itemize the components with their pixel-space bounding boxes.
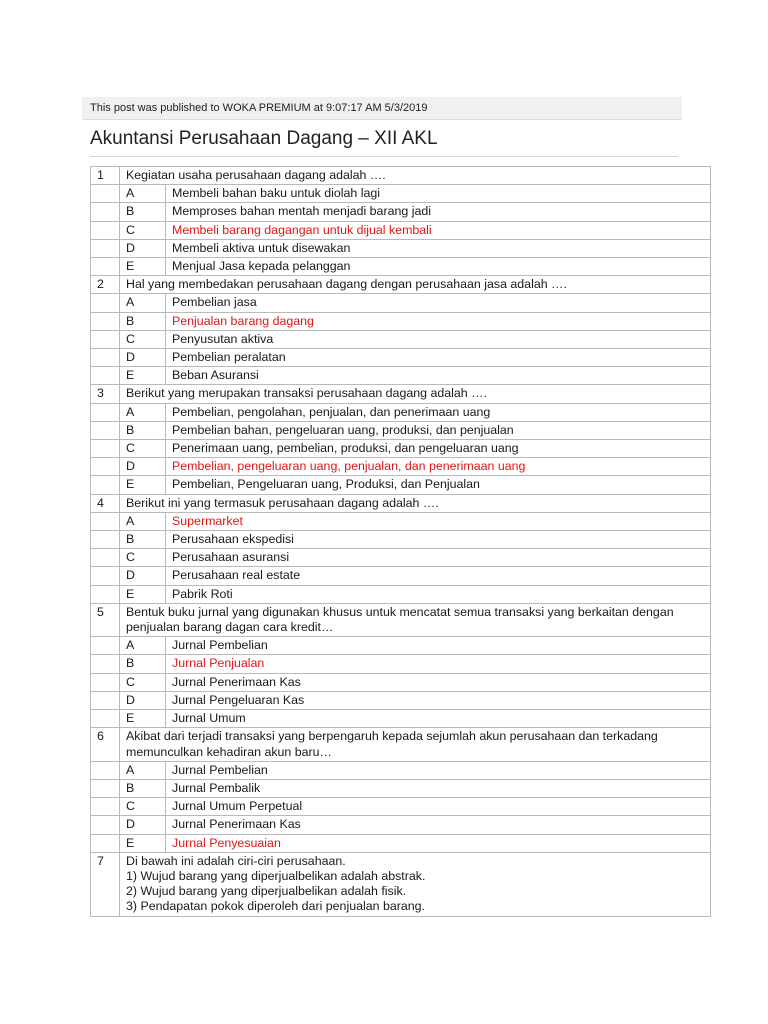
question-text: Hal yang membedakan perusahaan dagang dengan perusahaan jasa adalah …. — [126, 277, 567, 292]
option-row — [91, 673, 711, 691]
question-text: Di bawah ini adalah ciri-ciri perusahaan. — [126, 853, 346, 868]
option-row — [91, 761, 711, 779]
title-divider — [90, 156, 678, 157]
option-spacer — [91, 221, 120, 239]
option-letter: D — [120, 816, 166, 834]
option-letter: C — [120, 798, 166, 816]
option-row — [91, 779, 711, 797]
quiz-table — [90, 166, 711, 917]
option-spacer — [91, 476, 120, 494]
option-letter: B — [120, 312, 166, 330]
question-text: Akibat dari terjadi transaksi yang berpengaruh kepada sejumlah akun perusahaan dan terkadang memunculkan kehadiran akun baru… — [126, 729, 658, 759]
question-number: 1 — [91, 167, 120, 185]
option-row — [91, 239, 711, 257]
option-row — [91, 403, 711, 421]
option-row — [91, 258, 711, 276]
question-cell — [120, 852, 711, 916]
option-row — [91, 834, 711, 852]
option-row — [91, 531, 711, 549]
option-spacer — [91, 834, 120, 852]
option-text: Beban Asuransi — [166, 367, 711, 385]
option-spacer — [91, 403, 120, 421]
option-row — [91, 312, 711, 330]
option-letter: E — [120, 367, 166, 385]
question-row — [91, 276, 711, 294]
option-spacer — [91, 761, 120, 779]
option-letter: A — [120, 185, 166, 203]
option-spacer — [91, 655, 120, 673]
option-letter: C — [120, 673, 166, 691]
option-text: Pembelian, Pengeluaran uang, Produksi, dan Penjualan — [166, 476, 711, 494]
question-cell — [120, 167, 711, 185]
option-row — [91, 816, 711, 834]
option-letter: D — [120, 349, 166, 367]
option-row — [91, 710, 711, 728]
option-row — [91, 349, 711, 367]
option-spacer — [91, 203, 120, 221]
option-text: Perusahaan asuransi — [166, 549, 711, 567]
option-text: Memproses bahan mentah menjadi barang jadi — [166, 203, 711, 221]
option-spacer — [91, 798, 120, 816]
option-letter: B — [120, 779, 166, 797]
option-row — [91, 549, 711, 567]
option-spacer — [91, 549, 120, 567]
option-spacer — [91, 440, 120, 458]
question-text: Berikut yang merupakan transaksi perusahaan dagang adalah …. — [126, 386, 487, 401]
option-text: Perusahaan real estate — [166, 567, 711, 585]
option-row — [91, 476, 711, 494]
option-letter: C — [120, 549, 166, 567]
publish-note: This post was published to WOKA PREMIUM at 9:07:17 AM 5/3/2019 — [82, 97, 682, 120]
option-row — [91, 367, 711, 385]
option-spacer — [91, 585, 120, 603]
option-letter: B — [120, 655, 166, 673]
option-letter: E — [120, 258, 166, 276]
option-letter: D — [120, 458, 166, 476]
option-letter: E — [120, 834, 166, 852]
question-statement: 2) Wujud barang yang diperjualbelikan adalah fisik. — [126, 884, 407, 899]
question-text: Berikut ini yang termasuk perusahaan dagang adalah …. — [126, 495, 439, 510]
option-text: Jurnal Pengeluaran Kas — [166, 691, 711, 709]
option-letter: A — [120, 637, 166, 655]
option-letter: A — [120, 761, 166, 779]
option-letter: E — [120, 710, 166, 728]
option-row — [91, 458, 711, 476]
question-row — [91, 603, 711, 636]
option-row — [91, 221, 711, 239]
option-text: Membeli aktiva untuk disewakan — [166, 239, 711, 257]
option-spacer — [91, 673, 120, 691]
option-text: Perusahaan ekspedisi — [166, 531, 711, 549]
question-number: 7 — [91, 852, 120, 916]
option-row — [91, 637, 711, 655]
option-spacer — [91, 312, 120, 330]
option-text: Pabrik Roti — [166, 585, 711, 603]
option-row — [91, 585, 711, 603]
option-letter: A — [120, 403, 166, 421]
option-text-correct: Jurnal Penyesuaian — [166, 834, 711, 852]
option-text-correct: Supermarket — [166, 512, 711, 530]
option-letter: B — [120, 421, 166, 439]
option-text: Penerimaan uang, pembelian, produksi, dan pengeluaran uang — [166, 440, 711, 458]
option-spacer — [91, 637, 120, 655]
option-text: Penyusutan aktiva — [166, 330, 711, 348]
option-spacer — [91, 421, 120, 439]
option-letter: D — [120, 239, 166, 257]
option-row — [91, 421, 711, 439]
question-statement: 1) Wujud barang yang diperjualbelikan adalah abstrak. — [126, 868, 426, 883]
question-cell — [120, 276, 711, 294]
option-letter: A — [120, 512, 166, 530]
option-text-correct: Membeli barang dagangan untuk dijual kembali — [166, 221, 711, 239]
option-letter: A — [120, 294, 166, 312]
question-cell — [120, 385, 711, 403]
option-text: Pembelian peralatan — [166, 349, 711, 367]
quiz-body — [91, 167, 711, 917]
question-number: 4 — [91, 494, 120, 512]
option-letter: B — [120, 531, 166, 549]
option-letter: D — [120, 567, 166, 585]
option-spacer — [91, 185, 120, 203]
option-row — [91, 512, 711, 530]
option-text: Jurnal Pembelian — [166, 761, 711, 779]
question-statement: 3) Pendapatan pokok diperoleh dari penjualan barang. — [126, 899, 425, 914]
question-row — [91, 385, 711, 403]
option-spacer — [91, 294, 120, 312]
question-row — [91, 852, 711, 916]
option-spacer — [91, 531, 120, 549]
option-text: Pembelian jasa — [166, 294, 711, 312]
option-text: Jurnal Pembalik — [166, 779, 711, 797]
option-text: Jurnal Pembelian — [166, 637, 711, 655]
option-spacer — [91, 512, 120, 530]
option-spacer — [91, 258, 120, 276]
question-text: Kegiatan usaha perusahaan dagang adalah …. — [126, 168, 386, 182]
option-spacer — [91, 779, 120, 797]
option-text-correct: Penjualan barang dagang — [166, 312, 711, 330]
option-row — [91, 567, 711, 585]
option-row — [91, 203, 711, 221]
option-letter: C — [120, 440, 166, 458]
option-spacer — [91, 816, 120, 834]
option-row — [91, 185, 711, 203]
question-cell — [120, 603, 711, 636]
option-letter: B — [120, 203, 166, 221]
option-row — [91, 798, 711, 816]
option-text: Jurnal Umum — [166, 710, 711, 728]
option-text-correct: Pembelian, pengeluaran uang, penjualan, dan penerimaan uang — [166, 458, 711, 476]
option-row — [91, 691, 711, 709]
option-text-correct: Jurnal Penjualan — [166, 655, 711, 673]
option-row — [91, 440, 711, 458]
option-text: Jurnal Penerimaan Kas — [166, 673, 711, 691]
page-title: Akuntansi Perusahaan Dagang – XII AKL — [90, 128, 438, 149]
option-spacer — [91, 349, 120, 367]
option-row — [91, 655, 711, 673]
question-row — [91, 167, 711, 185]
option-spacer — [91, 367, 120, 385]
option-spacer — [91, 330, 120, 348]
question-number: 2 — [91, 276, 120, 294]
option-spacer — [91, 567, 120, 585]
option-text: Jurnal Umum Perpetual — [166, 798, 711, 816]
option-row — [91, 294, 711, 312]
option-text: Membeli bahan baku untuk diolah lagi — [166, 185, 711, 203]
question-cell — [120, 494, 711, 512]
option-spacer — [91, 458, 120, 476]
option-text: Pembelian bahan, pengeluaran uang, produksi, dan penjualan — [166, 421, 711, 439]
option-spacer — [91, 710, 120, 728]
option-spacer — [91, 239, 120, 257]
question-row — [91, 494, 711, 512]
question-number: 3 — [91, 385, 120, 403]
option-text: Jurnal Penerimaan Kas — [166, 816, 711, 834]
question-text: Bentuk buku jurnal yang digunakan khusus untuk mencatat semua transaksi yang berkaitan dengan penjualan barang dagan cara kredit… — [126, 604, 674, 635]
option-letter: D — [120, 691, 166, 709]
option-row — [91, 330, 711, 348]
question-number: 5 — [91, 603, 120, 636]
question-cell — [120, 728, 711, 761]
option-text: Pembelian, pengolahan, penjualan, dan penerimaan uang — [166, 403, 711, 421]
option-letter: C — [120, 221, 166, 239]
question-row — [91, 728, 711, 761]
question-number: 6 — [91, 728, 120, 761]
option-text: Menjual Jasa kepada pelanggan — [166, 258, 711, 276]
option-letter: E — [120, 476, 166, 494]
option-letter: E — [120, 585, 166, 603]
option-letter: C — [120, 330, 166, 348]
option-spacer — [91, 691, 120, 709]
